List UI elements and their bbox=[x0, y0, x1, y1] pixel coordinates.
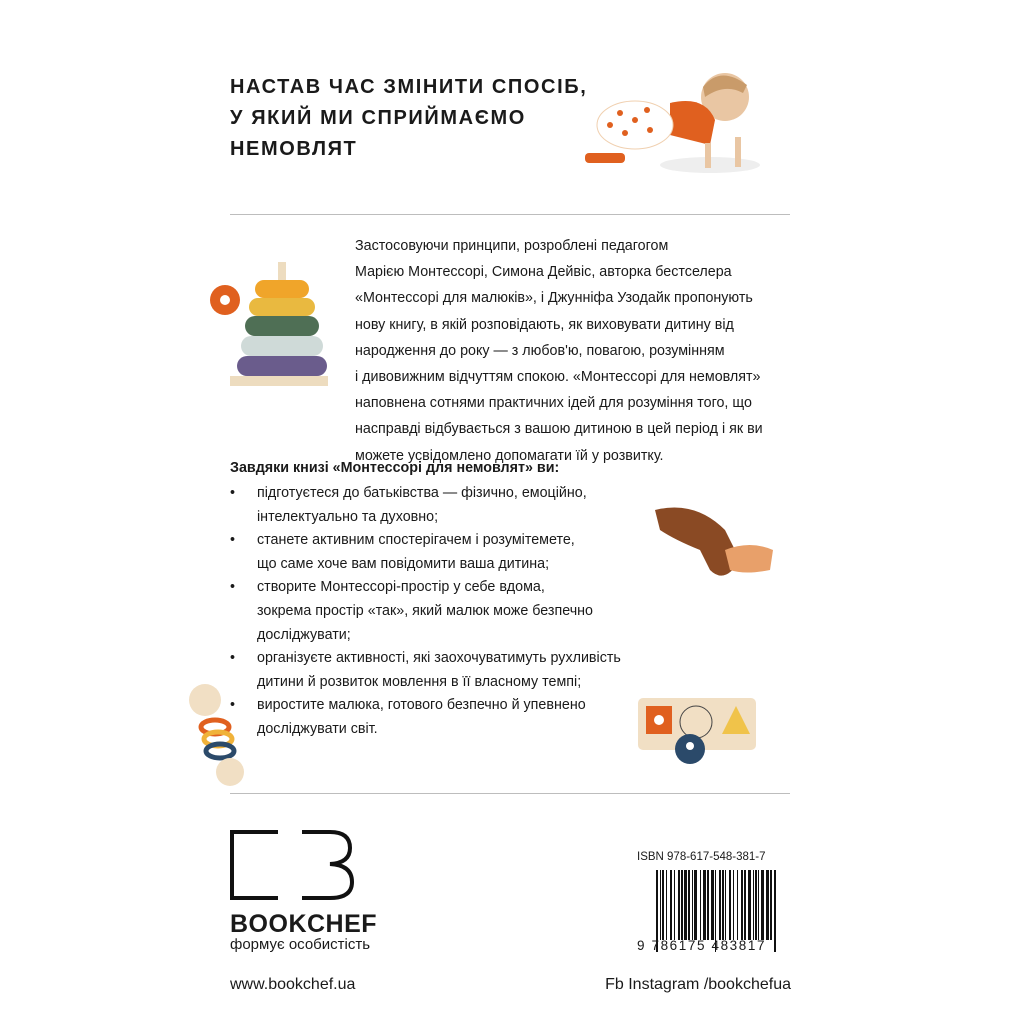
barcode-bar bbox=[748, 870, 751, 940]
barcode-bar bbox=[711, 870, 714, 940]
barcode-bar bbox=[678, 870, 680, 940]
barcode-bar bbox=[703, 870, 706, 940]
crawling-baby-illustration bbox=[575, 65, 790, 180]
barcode-bar bbox=[666, 870, 667, 940]
list-item: • виростите малюка, готового безпечно й упевнено досліджувати світ. bbox=[230, 694, 621, 741]
divider-bottom bbox=[230, 793, 790, 794]
barcode-bar bbox=[700, 870, 701, 940]
barcode-bar bbox=[774, 870, 776, 952]
brand-tagline: формує особистість bbox=[230, 936, 371, 953]
barcode-bar bbox=[688, 870, 690, 940]
barcode-bar bbox=[729, 870, 731, 940]
website-link[interactable]: www.bookchef.ua bbox=[230, 976, 356, 993]
barcode-bar bbox=[684, 870, 687, 940]
list-item: • підготуєтеся до батьківства — фізично, емоційно, інтелектуально та духовно; bbox=[230, 482, 621, 529]
barcode-bar bbox=[719, 870, 721, 940]
divider-top bbox=[230, 214, 790, 215]
barcode-bar bbox=[662, 870, 664, 940]
barcode-bar bbox=[725, 870, 726, 940]
teether-rings-illustration bbox=[180, 682, 250, 787]
headline: НАСТАВ ЧАС ЗМІНИТИ СПОСІБ, У ЯКИЙ МИ СПРИЙМАЄМО НЕМОВЛЯТ bbox=[230, 76, 588, 160]
holding-hands-illustration bbox=[655, 500, 775, 590]
barcode-bar bbox=[755, 870, 757, 940]
isbn-label: ISBN 978-617-548-381-7 bbox=[637, 851, 766, 863]
benefits-title: Завдяки книзі «Монтессорі для немовлят» ви: bbox=[230, 460, 560, 476]
barcode-bar bbox=[670, 870, 672, 940]
barcode-bar bbox=[766, 870, 769, 940]
barcode-bar bbox=[741, 870, 743, 940]
brand-name: BOOKCHEF bbox=[230, 910, 378, 938]
social-links[interactable]: Fb Instagram /bookchefua bbox=[605, 976, 791, 993]
barcode-bar bbox=[744, 870, 746, 940]
barcode-bar bbox=[692, 870, 693, 940]
barcode-bar bbox=[733, 870, 734, 940]
stacking-rings-illustration bbox=[205, 262, 330, 390]
barcode-bar bbox=[674, 870, 675, 940]
barcode-bar bbox=[722, 870, 724, 940]
benefits-list bbox=[230, 482, 621, 742]
barcode-bar bbox=[770, 870, 772, 940]
barcode-bar bbox=[694, 870, 697, 940]
bookchef-logo-icon bbox=[230, 830, 355, 900]
shape-puzzle-illustration bbox=[638, 694, 758, 769]
barcode-bar bbox=[753, 870, 754, 940]
barcode-bar bbox=[660, 870, 661, 940]
barcode-bar bbox=[681, 870, 683, 940]
list-item: • створите Монтессорі-простір у себе вдома, зокрема простір «так», який малюк може безпечно досліджувати; bbox=[230, 576, 621, 647]
barcode-bar bbox=[737, 870, 738, 940]
barcode-bar bbox=[758, 870, 759, 940]
list-item: • станете активним спостерігачем і розумітемете, що саме хоче вам повідомити ваша дитина; bbox=[230, 529, 621, 576]
description-paragraph: Застосовуючи принципи, розроблені педагогом Марією Монтессорі, Симона Дейвіс, авторка бестселера «Монтессорі для малюків», і Джунніфа Узодайк пропонують нову книгу, в якій розповідають, як виховувати дитину від народження до року — з любов'ю, повагою, розумінням і дивовижним відчуттям спокою. «Монтессорі для немовлят» наповнена сотнями практичних ідей для розуміння того, що насправді відбувається з вашою дитиною в цей період і як ви можете усвідомлено допомагати їй у розвитку. bbox=[355, 238, 763, 464]
barcode-bar bbox=[707, 870, 709, 940]
barcode-digits: 9 786175 483817 bbox=[637, 938, 767, 953]
barcode-bar bbox=[761, 870, 764, 940]
list-item: • організуєте активності, які заохочуватимуть рухливість дитини й розвиток мовлення в її власному темпі; bbox=[230, 647, 621, 694]
